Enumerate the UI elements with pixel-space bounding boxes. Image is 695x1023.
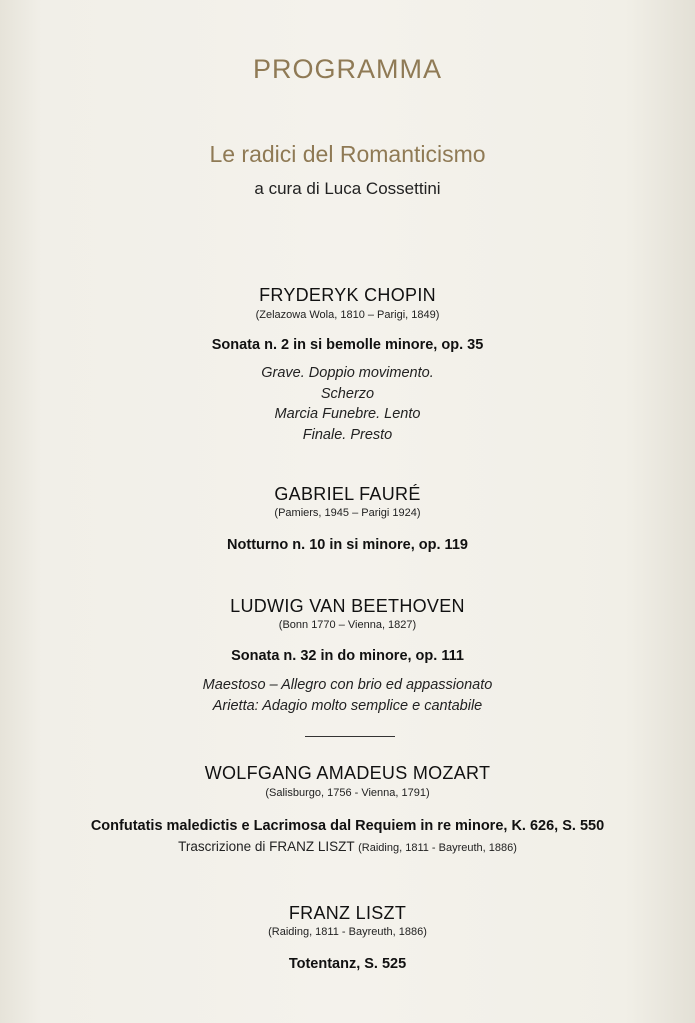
- composer-name: FRANZ LISZT: [288, 903, 407, 923]
- composer-dates: (Bonn 1770 – Vienna, 1827): [278, 619, 417, 631]
- movement: Marcia Funebre. Lento: [274, 406, 421, 422]
- movement: Maestoso – Allegro con brio ed appassionato: [202, 677, 493, 693]
- work-title: Totentanz, S. 525: [288, 956, 407, 972]
- composer-name: GABRIEL FAURÉ: [274, 484, 421, 504]
- composer-dates: (Raiding, 1811 - Bayreuth, 1886): [268, 926, 427, 938]
- composer-dates: (Zelazowa Wola, 1810 – Parigi, 1849): [255, 309, 440, 321]
- transcription-text: Trascrizione di FRANZ LISZT: [178, 839, 355, 854]
- transcription-dates: (Raiding, 1811 - Bayreuth, 1886): [358, 842, 517, 854]
- concert-subtitle: Le radici del Romanticismo: [209, 141, 486, 167]
- movement: Arietta: Adagio molto semplice e cantabile: [212, 697, 483, 714]
- work-title: Notturno n. 10 in si minore, op. 119: [227, 537, 468, 553]
- movement: Grave. Doppio movimento.: [261, 365, 434, 381]
- composer-name: WOLFGANG AMADEUS MOZART: [204, 763, 491, 783]
- curator-line: a cura di Luca Cossettini: [254, 179, 441, 198]
- work-title: Sonata n. 32 in do minore, op. 111: [231, 648, 464, 664]
- transcription-line: [0, 839, 695, 854]
- composer-name: LUDWIG VAN BEETHOVEN: [230, 596, 465, 616]
- movement-list: [0, 675, 695, 716]
- section-divider: [305, 736, 395, 737]
- movement: Finale. Presto: [302, 426, 393, 443]
- movement-list: [0, 363, 695, 445]
- work-title: Sonata n. 2 in si bemolle minore, op. 35: [211, 337, 484, 353]
- work-title: Confutatis maledictis e Lacrimosa dal Requiem in re minore, K. 626, S. 550: [90, 818, 605, 834]
- composer-name: FRYDERYK CHOPIN: [259, 285, 436, 305]
- movement: Scherzo: [320, 385, 375, 402]
- composer-dates: (Pamiers, 1945 – Parigi 1924): [274, 507, 421, 519]
- page-title: PROGRAMMA: [252, 54, 442, 84]
- composer-dates: (Salisburgo, 1756 - Vienna, 1791): [265, 787, 430, 799]
